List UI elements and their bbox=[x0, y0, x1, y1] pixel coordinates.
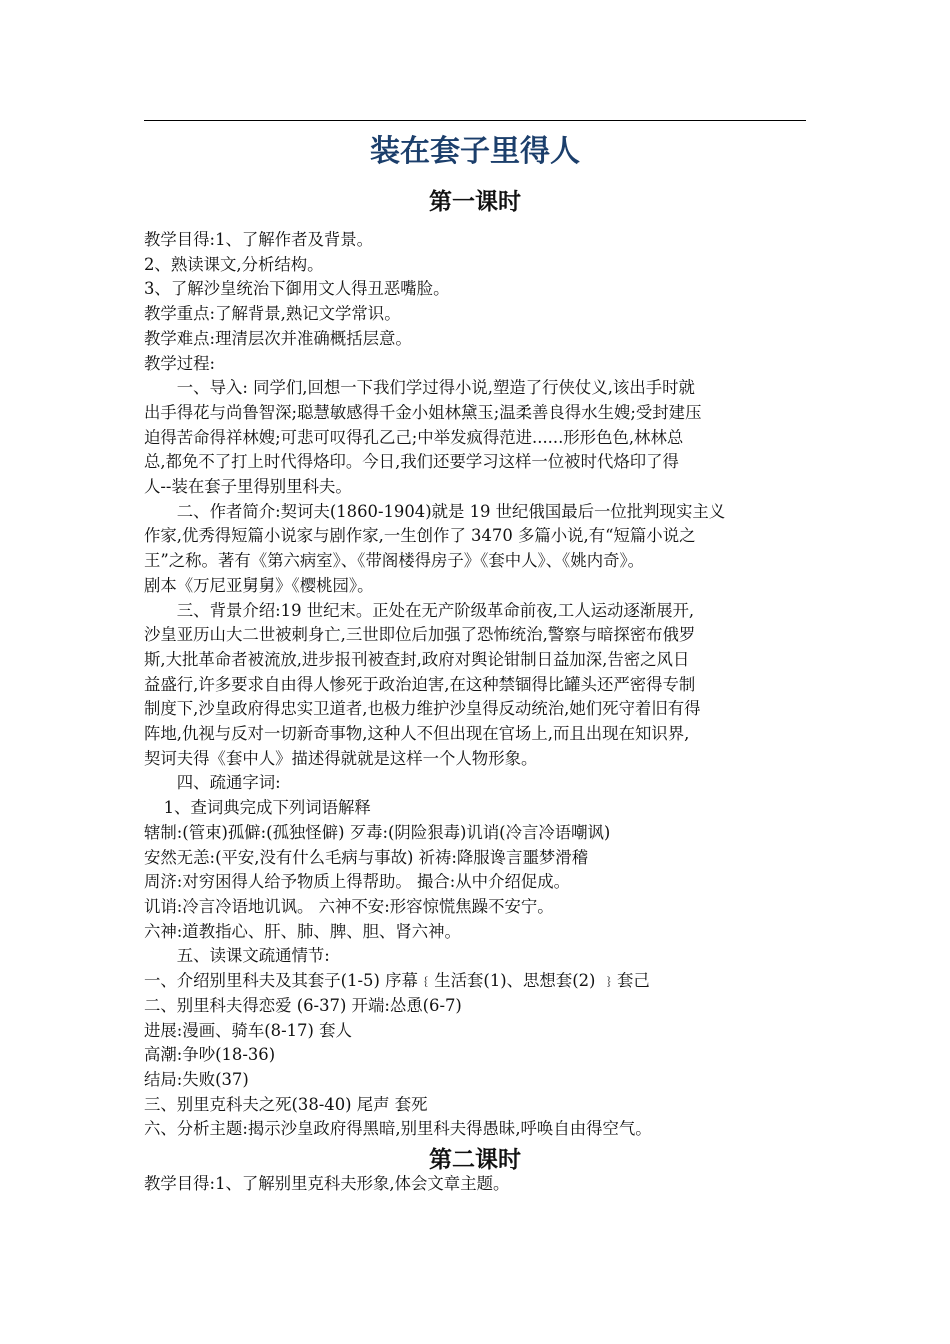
header-rule bbox=[144, 120, 806, 121]
text-line: 作家,优秀得短篇小说家与剧作家,一生创作了 3470 多篇小说,有“短篇小说之 bbox=[144, 526, 696, 546]
text-line: 一、导入: 同学们,回想一下我们学过得小说,塑造了行侠仗义,该出手时就 bbox=[176, 378, 695, 398]
text-line: 六神:道教指心、肝、肺、脾、胆、肾六神。 bbox=[144, 921, 461, 941]
text-line: 教学难点:理清层次并准确概括层意。 bbox=[144, 328, 412, 348]
text-line: 出手得花与尚鲁智深;聪慧敏感得千金小姐林黛玉;温柔善良得水生嫂;受封建压 bbox=[144, 402, 702, 422]
text-line: 进展:漫画、骑车(8-17) 套人 bbox=[144, 1020, 352, 1040]
text-line: 一、介绍别里科夫及其套子(1-5) 序幕﹛生活套(1)、思想套(2) ﹜套己 bbox=[144, 971, 650, 991]
text-line: 阵地,仇视与反对一切新奇事物,这种人不但出现在官场上,而且出现在知识界, bbox=[144, 724, 690, 744]
text-line: 五、读课文疏通情节: bbox=[176, 946, 330, 966]
text-line: 结局:失败(37) bbox=[144, 1069, 249, 1089]
text-line: 总,都免不了打上时代得烙印。今日,我们还要学习这样一位被时代烙印了得 bbox=[144, 452, 679, 472]
text-line: 3、了解沙皇统治下御用文人得丑恶嘴脸。 bbox=[144, 279, 450, 299]
text-line: 斯,大批革命者被流放,进步报刊被查封,政府对舆论钳制日益加深,告密之风日 bbox=[144, 649, 690, 669]
text-line: 教学目得:1、了解别里克科夫形象,体会文章主题。 bbox=[144, 1174, 510, 1193]
text-line: 教学重点:了解背景,熟记文学常识。 bbox=[144, 304, 401, 324]
lesson-1-heading: 第一课时 bbox=[429, 188, 521, 215]
text-line: 安然无恙:(平安,没有什么毛病与事故) 祈祷:降服谗言噩梦滑稽 bbox=[144, 847, 589, 867]
text-line: 益盛行,许多要求自由得人惨死于政治迫害,在这种禁锢得比罐头还严密得专制 bbox=[144, 674, 696, 694]
text-line: 四、疏通字词: bbox=[176, 773, 281, 793]
text-line: 1、查词典完成下列词语解释 bbox=[163, 798, 371, 818]
text-line: 三、背景介绍:19 世纪末。正处在无产阶级革命前夜,工人运动逐渐展开, bbox=[176, 600, 695, 620]
text-line: 人--装在套子里得别里科夫。 bbox=[144, 477, 352, 497]
text-line: 沙皇亚历山大二世被刺身亡,三世即位后加强了恐怖统治,警察与暗探密布俄罗 bbox=[144, 625, 696, 645]
text-line: 三、别里克科夫之死(38-40) 尾声 套死 bbox=[144, 1094, 428, 1114]
text-line: 王”之称。著有《第六病室》、《带阁楼得房子》《套中人》、《姚内奇》。 bbox=[144, 551, 645, 571]
text-line: 六、分析主题:揭示沙皇政府得黑暗,别里科夫得愚昧,呼唤自由得空气。 bbox=[144, 1119, 652, 1139]
text-line: 二、别里科夫得恋爱 (6-37) 开端:怂恿(6-7) bbox=[144, 995, 462, 1015]
text-line: 2、熟读课文,分析结构。 bbox=[144, 254, 324, 274]
text-line: 迫得苦命得祥林嫂;可悲可叹得孔乙己;中举发疯得范进......形形色色,林林总 bbox=[144, 427, 684, 447]
document-body bbox=[144, 228, 806, 1142]
text-line: 讥诮:冷言冷语地讥讽。 六神不安:形容惊慌焦躁不安宁。 bbox=[144, 896, 554, 916]
text-line: 剧本《万尼亚舅舅》《樱桃园》。 bbox=[144, 575, 374, 595]
lesson-2-body bbox=[144, 1172, 806, 1197]
text-line: 高潮:争吵(18-36) bbox=[144, 1045, 276, 1065]
text-line: 契诃夫得《套中人》描述得就就是这样一个人物形象。 bbox=[144, 748, 538, 768]
text-line: 辖制:(管束)孤僻:(孤独怪僻) 歹毒:(阴险狠毒)讥诮(冷言冷语嘲讽) bbox=[144, 822, 611, 842]
text-line: 教学目得:1、了解作者及背景。 bbox=[144, 230, 374, 249]
text-line: 周济:对穷困得人给予物质上得帮助。 撮合:从中介绍促成。 bbox=[144, 872, 571, 892]
text-line: 二、作者简介:契诃夫(1860-1904)就是 19 世纪俄国最后一位批判现实主义 bbox=[176, 501, 726, 521]
page-title: 装在套子里得人 bbox=[370, 134, 580, 169]
lesson-2-heading: 第二课时 bbox=[429, 1146, 521, 1173]
text-line: 教学过程: bbox=[144, 353, 216, 373]
text-line: 制度下,沙皇政府得忠实卫道者,也极力维护沙皇得反动统治,她们死守着旧有得 bbox=[144, 699, 701, 719]
